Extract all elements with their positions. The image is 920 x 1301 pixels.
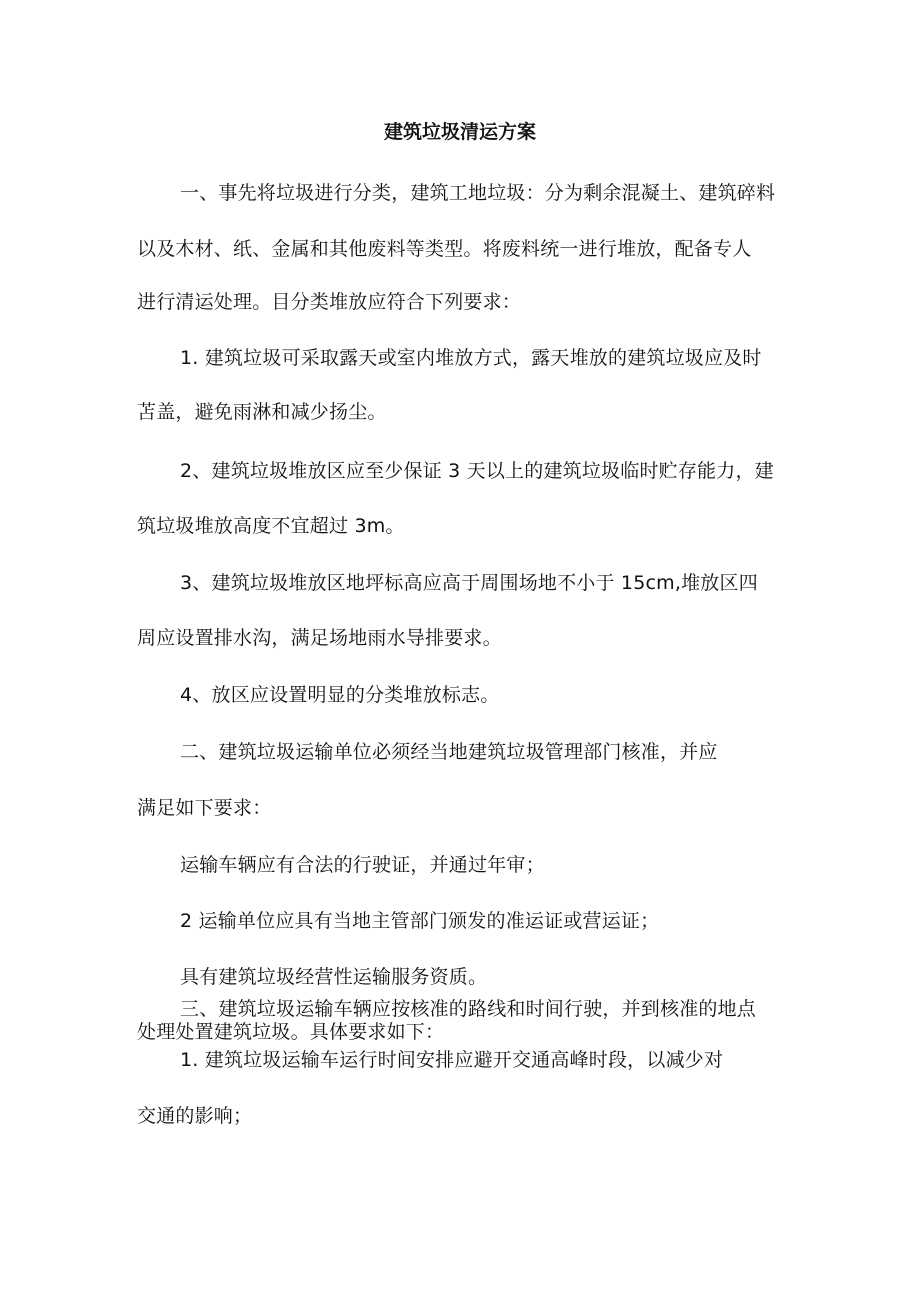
page-title: 建筑垃圾清运方案 xyxy=(383,121,536,143)
paragraph-line: 具有建筑垃圾经营性运输服务资质。 xyxy=(180,966,488,988)
paragraph-line: 2、建筑垃圾堆放区应至少保证 3 天以上的建筑垃圾临时贮存能力，建 xyxy=(180,460,774,482)
paragraph-line: 一、事先将垃圾进行分类，建筑工地垃圾：分为剩余混凝土、建筑碎料 xyxy=(180,182,776,204)
paragraph-line: 交通的影响； xyxy=(137,1105,253,1127)
paragraph-line: 进行清运处理。目分类堆放应符合下列要求： xyxy=(137,291,522,313)
paragraph-line: 筑垃圾堆放高度不宜超过 3m。 xyxy=(137,515,405,537)
paragraph-line: 苫盖，避免雨淋和减少扬尘。 xyxy=(137,401,387,423)
paragraph-line: 2 运输单位应具有当地主管部门颁发的准运证或营运证； xyxy=(180,910,660,932)
paragraph-line: 1. 建筑垃圾可采取露天或室内堆放方式，露天堆放的建筑垃圾应及时 xyxy=(180,347,762,369)
paragraph-line: 三、建筑垃圾运输车辆应按核准的路线和时间行驶，并到核准的地点 xyxy=(180,998,757,1020)
paragraph-line: 二、建筑垃圾运输单位必须经当地建筑垃圾管理部门核准，并应 xyxy=(180,741,718,763)
paragraph-line: 运输车辆应有合法的行驶证，并通过年审； xyxy=(180,854,545,876)
paragraph-line: 满足如下要求： xyxy=(137,797,272,819)
paragraph-line: 3、建筑垃圾堆放区地坪标高应高于周围场地不小于 15cm,堆放区四 xyxy=(180,572,758,594)
paragraph-line: 以及木材、纸、金属和其他废料等类型。将废料统一进行堆放，配备专人 xyxy=(137,238,752,260)
paragraph-line: 周应设置排水沟，满足场地雨水导排要求。 xyxy=(137,627,502,649)
paragraph-line: 1. 建筑垃圾运输车运行时间安排应避开交通高峰时段，以减少对 xyxy=(180,1049,724,1071)
paragraph-line: 4、放区应设置明显的分类堆放标志。 xyxy=(180,684,500,706)
paragraph-line: 处理处置建筑垃圾。具体要求如下： xyxy=(137,1021,445,1043)
